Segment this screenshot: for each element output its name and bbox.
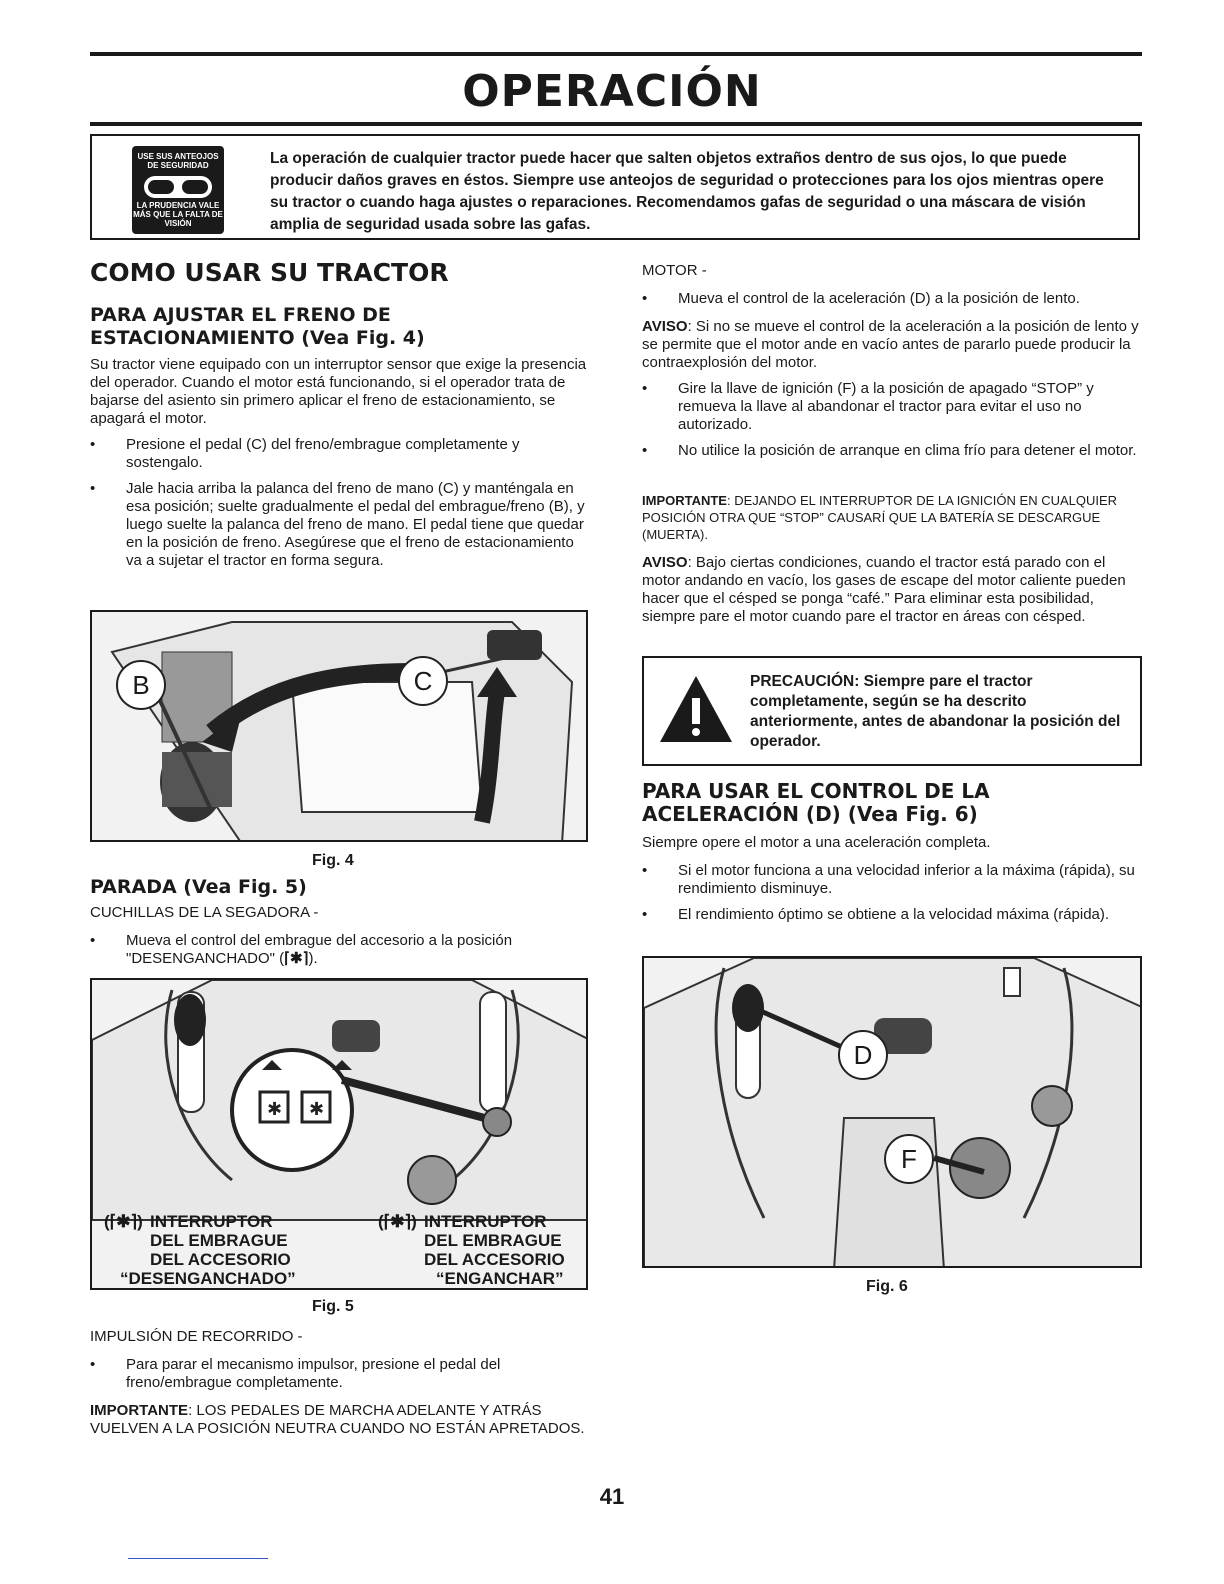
brake-intro: Su tractor viene equipado con un interruptor sensor que exige la presencia del operador. Cuando el motor está funcionando, si el operador trata de bajarse del asiento sin primero aplicar el freno de estacionamiento, se apagará el motor. <box>90 356 587 427</box>
list-item: • No utilice la posición de arranque en clima frío para detener el motor. <box>642 442 1137 459</box>
title-rule <box>90 122 1142 126</box>
label-line: DEL EMBRAGUE <box>424 1231 562 1250</box>
list-item: • Presione el pedal (C) del freno/embrague completamente y sostengalo. <box>90 436 520 471</box>
label-line: INTERRUPTOR <box>150 1212 273 1231</box>
motor-steps <box>642 380 1142 468</box>
throttle-step-1: Si el motor funciona a una velocidad inferior a la máxima (rápida), su rendimiento disminuye. <box>678 862 1135 897</box>
important-label: IMPORTANTE <box>642 493 727 508</box>
throttle-steps <box>642 862 1142 932</box>
brake-heading: PARA AJUSTAR EL FRENO DE ESTACIONAMIENTO (Vea Fig. 4) <box>90 304 425 349</box>
aviso-2-text: : Bajo ciertas condiciones, cuando el tractor está parado con el motor andando en vacío, los gases de escape del motor caliente pueden hacer que el césped se ponga “café.” Para eliminar esta posibilidad, siempre pare el motor cuando pare el tractor en áreas con césped. <box>642 554 1126 625</box>
motor-step-2: Gire la llave de ignición (F) a la posición de apagado “STOP” y remueva la llave al abandonar el tractor para evitar el uso no autorizado. <box>678 380 1094 433</box>
drive-bullet-text: Para parar el mecanismo impulsor, presione el pedal del freno/embrague completamente. <box>126 1356 501 1391</box>
drive-bullet: • Para parar el mecanismo impulsor, presione el pedal del freno/embrague completamente. <box>90 1356 501 1391</box>
warning-triangle-icon <box>658 674 734 744</box>
list-item: • Si el motor funciona a una velocidad inferior a la máxima (rápida), su rendimiento disminuye. <box>642 862 1135 897</box>
label-line: DEL ACCESORIO <box>424 1250 565 1269</box>
svg-text:✱: ✱ <box>267 1099 283 1120</box>
label-line: DEL ACCESORIO <box>150 1250 291 1269</box>
motor-bullet-1: • Mueva el control de la aceleración (D) a la posición de lento. <box>642 290 1080 307</box>
figure-6-throttle-illustration <box>642 956 1142 1268</box>
engaged-switch-label <box>378 1212 578 1288</box>
figure-5-clutch-illustration <box>90 978 588 1290</box>
left-important-note <box>90 1402 590 1438</box>
page-title: OPERACIÓN <box>462 66 762 117</box>
important-text: : DEJANDO EL INTERRUPTOR DE LA IGNICIÓN EN CUALQUIER POSICIÓN OTRA QUE “STOP” CAUSARÍ QUE LA BATERÍA SE DESCARGUE (MUERTA). <box>642 493 1118 542</box>
motor-step-3: No utilice la posición de arranque en clima frío para detener el motor. <box>678 442 1137 459</box>
safety-warning-box <box>90 134 1140 240</box>
badge-top-text: USE SUS ANTEOJOS DE SEGURIDAD <box>137 152 219 170</box>
motor-label: MOTOR - <box>642 262 707 279</box>
important-text: : LOS PEDALES DE MARCHA ADELANTE Y ATRÁS VUELVEN A LA POSICIÓN NEUTRA CUANDO NO ESTÁN APRETADOS. <box>90 1402 585 1437</box>
label-c: C <box>398 656 448 706</box>
drive-label: IMPULSIÓN DE RECORRIDO - <box>90 1328 303 1345</box>
disengaged-icon: (⌈✱⌉) <box>104 1212 143 1231</box>
label-line: DEL EMBRAGUE <box>150 1231 288 1250</box>
right-important-note <box>642 492 1142 543</box>
fig-5-caption: Fig. 5 <box>312 1298 354 1315</box>
aviso-1-text: : Si no se mueve el control de la aceleración a la posición de lento y se permite que el motor ande en vacío antes de pararlo puede producir la contraexplosión del motor. <box>642 318 1139 371</box>
list-item: • El rendimiento óptimo se obtiene a la velocidad máxima (rápida). <box>642 906 1110 923</box>
caution-text: PRECAUCIÓN: Siempre pare el tractor completamente, según se ha descrito anteriormente, antes de abandonar la posición del operador. <box>750 673 1121 750</box>
label-line: “DESENGANCHADO” <box>120 1269 296 1288</box>
throttle-ignition-drawing <box>644 958 1142 1268</box>
aviso-2 <box>642 554 1142 626</box>
fig-4-caption: Fig. 4 <box>312 852 354 869</box>
label-line: INTERRUPTOR <box>424 1212 547 1231</box>
motor-bullet-1-text: Mueva el control de la aceleración (D) a la posición de lento. <box>678 290 1080 307</box>
blades-bullet: • Mueva el control del embrague del accesorio a la posición "DESENGANCHADO" (⌈✱⌉). <box>90 932 513 967</box>
brake-step-2: Jale hacia arriba la palanca del freno de mano (C) y manténgala en esa posición; suelte gradualmente el pedal del embrague/freno (B), y luego suelte la palanca del freno de mano. El pedal tiene que quedar en la posición de freno. Asegúrese que el freno de estacionamiento va a sujetar el tractor en forma segura. <box>126 480 585 569</box>
brake-step-1: Presione el pedal (C) del freno/embrague completamente y sostengalo. <box>126 436 520 471</box>
label-f: F <box>884 1134 934 1184</box>
caution-box <box>642 656 1142 766</box>
throttle-heading: PARA USAR EL CONTROL DE LA ACELERACIÓN (D) (Vea Fig. 6) <box>642 779 990 826</box>
list-item: • Jale hacia arriba la palanca del freno de mano (C) y manténgala en esa posición; suelte gradualmente el pedal del embrague/freno (B), y luego suelte la palanca del freno de mano. El pedal tiene que quedar en la posición de freno. Asegúrese que el freno de estacionamiento va a sujetar el tractor en forma segura. <box>90 480 585 569</box>
section-title: COMO USAR SU TRACTOR <box>90 258 449 287</box>
figure-4-brake-illustration <box>90 610 588 842</box>
badge-bottom-text: LA PRUDENCIA VALE MÁS QUE LA FALTA DE VISIÓN <box>133 201 223 228</box>
blades-label: CUCHILLAS DE LA SEGADORA - <box>90 904 319 921</box>
disengaged-switch-label <box>104 1212 334 1288</box>
aviso-1 <box>642 318 1142 372</box>
blades-bullet-text: Mueva el control del embrague del accesorio a la posición "DESENGANCHADO" ( <box>126 932 513 967</box>
throttle-intro: Siempre opere el motor a una aceleración completa. <box>642 834 991 851</box>
aviso-label: AVISO <box>642 318 688 335</box>
stop-heading: PARADA (Vea Fig. 5) <box>90 876 307 898</box>
label-line: “ENGANCHAR” <box>436 1269 564 1288</box>
label-b: B <box>116 660 166 710</box>
top-rule <box>90 52 1142 56</box>
safety-warning-text: La operación de cualquier tractor puede hacer que salten objetos extraños dentro de sus ojos, lo que puede producir daños graves en éstos. Siempre use anteojos de seguridad o protecciones para los ojos mientras opere su tractor o cuando haga ajustes o reparaciones. Recomendamos gafas de seguridad o una máscara de visión amplia de seguridad usada sobre las gafas. <box>270 150 1104 233</box>
label-d: D <box>838 1030 888 1080</box>
engaged-icon: (⌈✱⌉) <box>378 1212 417 1231</box>
safety-goggles-icon <box>132 146 224 234</box>
blades-bullet-end: ). <box>308 950 318 967</box>
list-item: • Gire la llave de ignición (F) a la posición de apagado “STOP” y remueva la llave al abandonar el tractor para evitar el uso no autorizado. <box>642 380 1094 433</box>
throttle-step-2: El rendimiento óptimo se obtiene a la velocidad máxima (rápida). <box>678 906 1110 923</box>
svg-text:✱: ✱ <box>309 1099 325 1120</box>
footer-line <box>128 1558 268 1559</box>
important-label: IMPORTANTE <box>90 1402 189 1419</box>
aviso-label: AVISO <box>642 554 688 571</box>
disengage-icon: ⌈✱⌉ <box>284 950 309 967</box>
fig-6-caption: Fig. 6 <box>866 1278 908 1295</box>
page-number: 41 <box>599 1484 625 1509</box>
brake-pedal-drawing <box>92 612 588 842</box>
brake-steps <box>90 436 590 578</box>
